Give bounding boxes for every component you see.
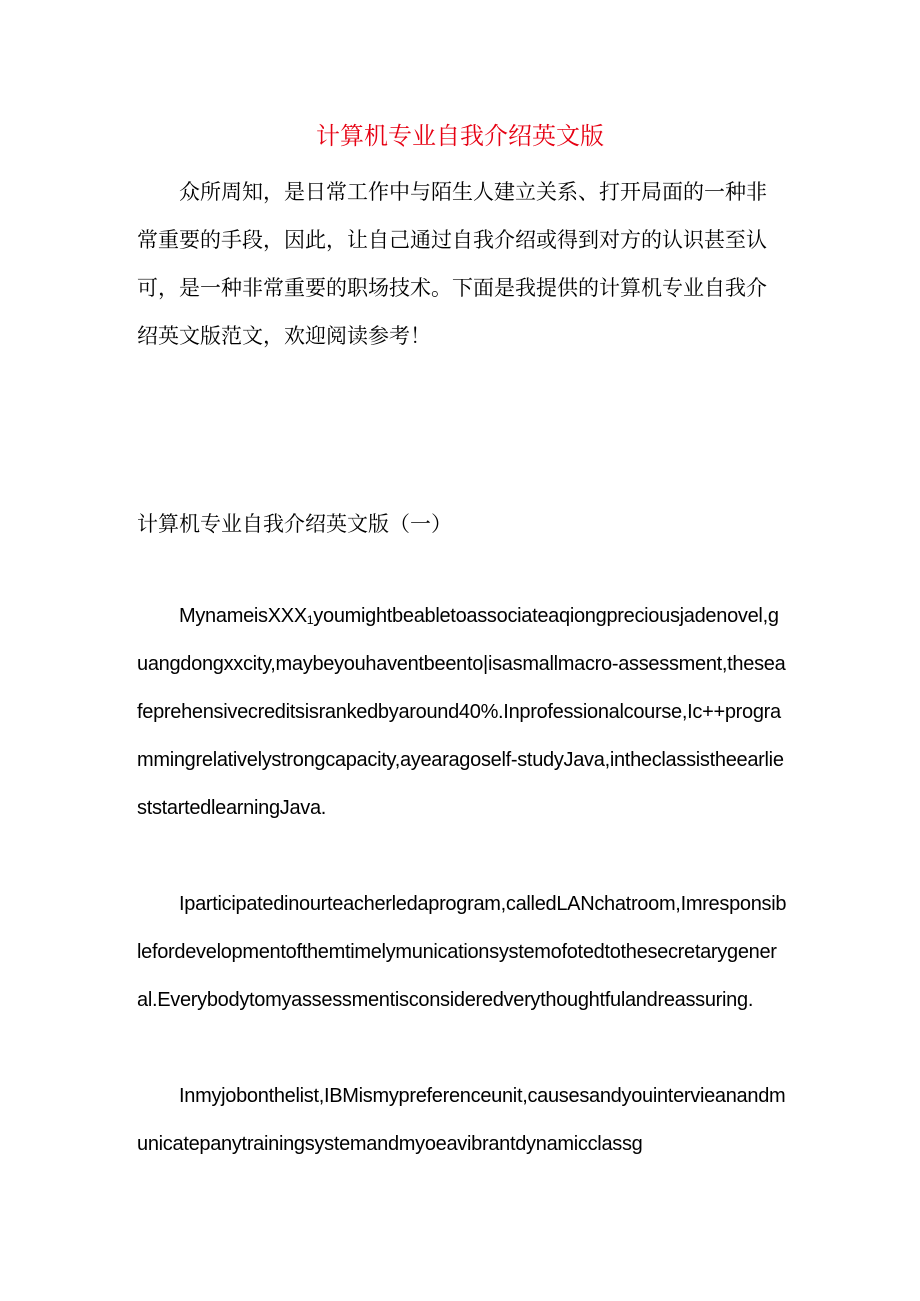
document-title: 计算机专业自我介绍英文版 [316,122,604,150]
body-paragraph-2: Iparticipatedinourteacherledaprogram,calledLANchatroom,Imresponsiblefordevelopmentofthemtimelymunicationsystemofotedtothesecretarygeneral.Everybodytomyassessmentisconsideredverythoughtfulandreassuring. [137,893,787,1011]
intro-paragraph: 众所周知，是日常工作中与陌生人建立关系、打开局面的一种非常重要的手段，因此，让自己通过自我介绍或得到对方的认识甚至认可，是一种非常重要的职场技术。下面是我提供的计算机专业自我介绍英文版范文，欢迎阅读参考！ [137,180,767,348]
body-paragraph-3: Inmyjobonthelist,IBMismypreferenceunit,causesandyouintervieanandmunicatepanytrainingsystemandmyoeavibrantdynamicclassg [137,1085,786,1155]
section-heading: 计算机专业自我介绍英文版（一） [137,512,452,536]
body-paragraph-1: MynameisXXX₁youmightbeabletoassociateaqiongpreciousjadenovel,guangdongxxcity,maybeyouhaventbeento|isasmallmacro-assessment,theseafeprehensivecreditsisrankedbyaround40%.Inprofessionalcourse,Ic++programmingrelativelystrongcapacity,ayearagoself-studyJava,intheclassistheearlieststartedlearningJava. [137,605,786,819]
